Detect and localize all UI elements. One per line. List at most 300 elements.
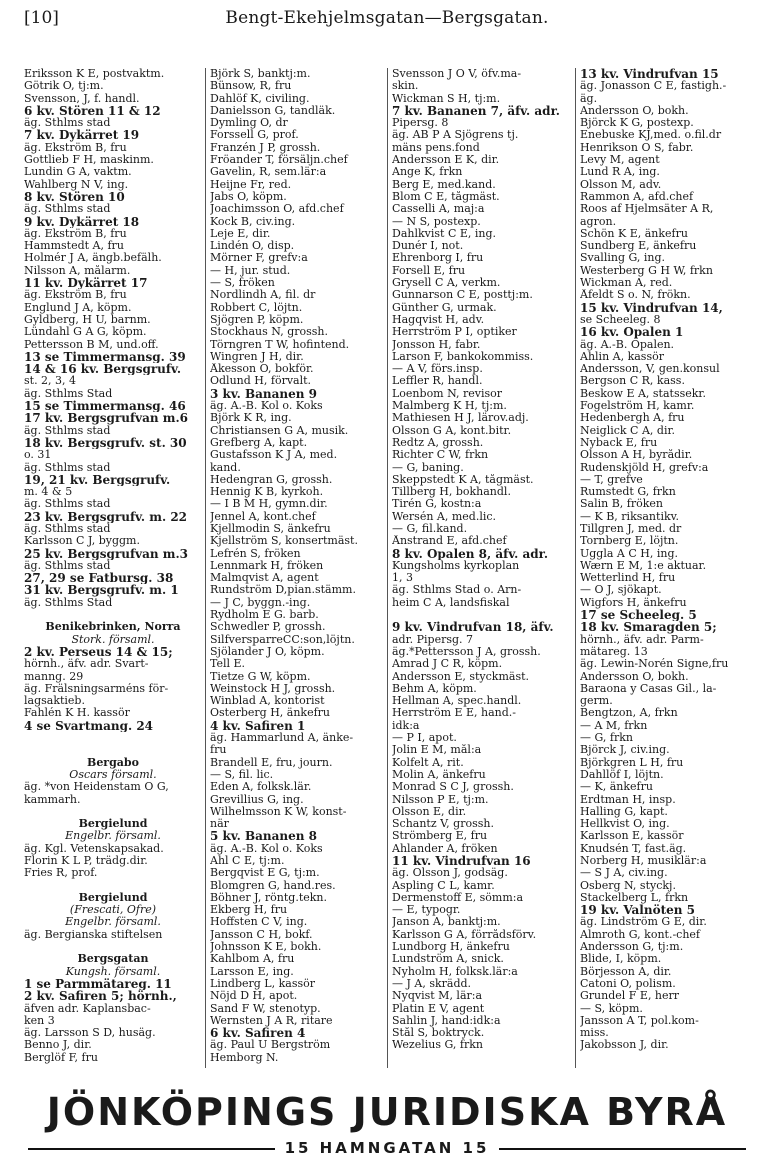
advert-address: 15 HAMNGATAN 15: [275, 1139, 500, 1157]
directory-line: — G, fil.kand.: [392, 522, 468, 535]
directory-line: Björk K R, ing.: [210, 412, 292, 425]
directory-line: Günther G, urmak.: [392, 301, 497, 314]
directory-line: Oscars församl.: [69, 768, 157, 781]
directory-line: Larson F, bankokommiss.: [392, 350, 534, 363]
directory-line: 25 kv. Bergsgrufvan m.3: [24, 547, 189, 560]
directory-line: Schön K E, änkefru: [580, 227, 688, 240]
directory-line: Nilsson P E, tj:m.: [392, 793, 489, 806]
directory-line: Andersson O, bokh.: [580, 670, 689, 683]
directory-line: 8 kv. Opalen 8, äfv. adr.: [392, 547, 549, 560]
directory-line: Bengtzon, A, frkn: [580, 707, 678, 720]
directory-line: — O J, sjökapt.: [580, 584, 662, 597]
directory-line: Rundström D,pian.stämm.: [210, 584, 356, 597]
directory-line: Svensson, J, f. handl.: [24, 92, 140, 105]
directory-line: Jabs O, köpm.: [210, 190, 287, 203]
directory-line: Wickman A, red.: [580, 277, 673, 290]
directory-line: äg. Sthlms stad: [24, 461, 111, 474]
directory-line: äg. Ekström B, fru: [24, 227, 127, 240]
directory-line: Malmqvist A, agent: [210, 572, 319, 585]
directory-line: Johnsson K E, bokh.: [210, 941, 322, 954]
directory-line: Florin K L P, trädg.dir.: [24, 855, 148, 867]
directory-line: Almroth G, kont.-chef: [580, 928, 700, 941]
directory-line: Christiansen G A, musik.: [210, 424, 349, 437]
directory-line: äg. Jonasson C E, fastigh.-: [580, 80, 727, 93]
directory-line: 3 kv. Bananen 9: [210, 387, 317, 401]
directory-line: 13 se Timmermansg. 39: [24, 350, 186, 364]
directory-line: Winblad A, kontorist: [210, 695, 325, 708]
directory-line: Björck J, civ.ing.: [580, 744, 670, 757]
directory-line: äg. Olsson J, godsäg.: [392, 867, 508, 880]
directory-line: Roos af Hjelmsäter A R,: [580, 203, 714, 216]
directory-line: äfven adr. Kaplansbac-: [24, 1002, 151, 1015]
directory-line: Lundin G A, vaktm.: [24, 166, 132, 179]
directory-line: Neiglick C A, dir.: [580, 424, 676, 437]
directory-line: Bünsow, R, fru: [210, 80, 292, 93]
directory-line: — H, jur. stud.: [210, 264, 291, 277]
directory-line: Janson A, banktj:m.: [392, 916, 501, 929]
directory-line: Åfeldt S o. N, frökn.: [580, 289, 691, 302]
directory-line: äg. Sthlms stad: [24, 498, 111, 511]
directory-line: Gustafsson K J A, med.: [210, 449, 338, 462]
directory-line: Aspling C L, kamr.: [392, 879, 495, 892]
directory-line: Grundel F E, herr: [580, 990, 680, 1003]
directory-line: Wilhelmsson K W, konst-: [210, 805, 347, 818]
directory-line: Halling G, kapt.: [580, 805, 668, 818]
directory-line: äg. A.-B. Opalen.: [580, 338, 675, 351]
directory-line: Benikebrinken, Norra: [45, 621, 181, 634]
directory-line: 17 se Scheeleg. 5: [580, 609, 697, 622]
directory-line: Gavelin, R, sem.lär:a: [210, 166, 327, 179]
directory-line: Tirén G, kostn:a: [392, 498, 482, 511]
directory-line: Englund J A, köpm.: [24, 301, 132, 314]
directory-line: Engelbr. församl.: [65, 830, 161, 843]
directory-line: Sand F W, stenotyp.: [210, 1002, 321, 1015]
directory-line: Lundborg H, änkefru: [392, 941, 510, 954]
directory-line: — K B, riksantikv.: [580, 510, 680, 523]
directory-line: Stork. församl.: [71, 633, 155, 646]
directory-line: 16 kv. Opalen 1: [580, 326, 684, 339]
directory-line: Baraona y Casas Gil., la-: [580, 682, 717, 695]
directory-line: Platin E V, agent: [392, 1002, 485, 1015]
directory-line: Rumstedt G, frkn: [580, 486, 676, 499]
directory-line: Åkesson O, bokför.: [210, 363, 314, 376]
directory-line: Rydholm E G. barb.: [210, 609, 319, 622]
directory-line: 2 kv. Safiren 5; hörnh.,: [24, 990, 177, 1003]
directory-line: 23 kv. Bergsgrufv. m. 22: [24, 510, 188, 523]
directory-line: äg. Sthlms Stad: [24, 596, 113, 609]
directory-line: Uggla A C H, ing.: [580, 547, 679, 560]
directory-line: manng. 29: [24, 670, 84, 683]
directory-line: Mathiesen H J, lärov.adj.: [392, 412, 529, 425]
directory-line: Bergielund: [78, 818, 148, 831]
directory-line: — K, änkefru: [580, 781, 653, 794]
directory-line: Stål S, boktryck.: [392, 1027, 485, 1040]
directory-line: Holmér J A, ängb.befälh.: [24, 252, 162, 265]
directory-line: 13 kv. Vindrufvan 15: [580, 68, 719, 81]
directory-line: äg. Hammarlund A, änke-: [210, 732, 354, 745]
directory-line: — G, baning.: [392, 461, 464, 474]
directory-line: Hennig K B, kyrkoh.: [210, 486, 324, 499]
directory-line: Jennel A, kont.chef: [210, 510, 316, 523]
directory-line: — A M, frkn: [580, 719, 648, 732]
directory-line: Pipersg. 8: [392, 117, 449, 130]
directory-line: Behm A, köpm.: [392, 682, 477, 695]
directory-line: äg. Ekström B, fru: [24, 289, 127, 302]
directory-line: hörnh., äfv. adr. Parm-: [580, 633, 704, 646]
directory-line: Österberg H, änkefru: [210, 707, 331, 720]
directory-line: Nöjd D H, apot.: [210, 990, 298, 1003]
directory-line: Tillberg H, bokhandl.: [392, 486, 511, 499]
directory-line: Hagqvist H, adv.: [392, 313, 485, 326]
directory-line: Eriksson K E, postvaktm.: [24, 68, 165, 80]
directory-line: Jansson A T, pol.kom-: [580, 1014, 699, 1027]
directory-line: Beskow E A, statssekr.: [580, 387, 706, 400]
directory-line: Bergielund: [78, 891, 148, 904]
directory-line: Jolin E M, mål:a: [392, 744, 482, 757]
directory-line: Dunér I, not.: [392, 240, 464, 253]
directory-line: äg. Sthlms stad: [24, 559, 111, 572]
directory-line: 31 kv. Bergsgrufv. m. 1: [24, 584, 179, 597]
directory-line: äg. AB P A Sjögrens tj.: [392, 129, 519, 142]
directory-line: Richter C W, frkn: [392, 449, 489, 462]
directory-line: Pettersson B M, und.off.: [24, 338, 159, 351]
directory-line: Jakobsson J, dir.: [580, 1039, 669, 1052]
directory-line: Tell E.: [210, 658, 246, 671]
directory-line: Berglöf F, fru: [24, 1051, 98, 1064]
directory-line: — S, köpm.: [580, 1002, 643, 1015]
directory-line: Wigfors H, änkefru: [580, 596, 687, 609]
directory-line: Andersson E, styckmäst.: [392, 670, 530, 683]
directory-line: Kungsh. församl.: [65, 965, 161, 978]
directory-line: 5 kv. Bananen 8: [210, 830, 317, 843]
directory-line: [24, 732, 202, 744]
directory-line: Lund R A, ing.: [580, 166, 660, 179]
directory-line: adr. Pipersg. 7: [392, 633, 474, 646]
directory-line: Karlsson G A, förrådsförv.: [392, 928, 537, 941]
directory-line: Grefberg A, kapt.: [210, 436, 308, 449]
directory-line: mätareg. 13: [580, 645, 648, 658]
directory-line: — E, typogr.: [392, 904, 461, 917]
directory-line: se Scheeleg. 8: [580, 313, 661, 326]
directory-line: st. 2, 3, 4: [24, 375, 77, 388]
directory-line: — I B M H, gymn.dir.: [210, 498, 328, 511]
directory-line: lagsaktieb.: [24, 695, 85, 708]
directory-line: Hellkvist O, ing.: [580, 818, 670, 831]
directory-line: [24, 744, 202, 756]
directory-line: när: [210, 818, 229, 831]
directory-line: [24, 941, 202, 953]
directory-line: Weinstock H J, grossh.: [210, 682, 336, 695]
directory-line: Dahlkvist C E, ing.: [392, 227, 497, 240]
directory-line: 27, 29 se Fatbursg. 38: [24, 572, 174, 585]
directory-line: Dymling O, dr: [210, 117, 288, 130]
directory-line: Wernsten J A R, ritare: [210, 1014, 333, 1027]
directory-line: agron.: [580, 215, 617, 228]
directory-line: — S, fil. lic.: [210, 768, 274, 781]
directory-line: Ahl C E, tj:m.: [210, 855, 285, 867]
directory-line: Tietze G W, köpm.: [210, 670, 311, 683]
directory-columns: [24, 68, 764, 1068]
directory-line: Herrström E E, hand.-: [392, 707, 517, 720]
directory-line: Casselli A, maj:a: [392, 203, 485, 216]
directory-line: — G, frkn: [580, 732, 633, 745]
directory-line: Malmberg K H, tj:m.: [392, 400, 507, 413]
directory-line: äg. Ekström B, fru: [24, 141, 127, 154]
directory-line: Fröander T, försäljn.chef: [210, 154, 348, 167]
directory-line: Leje E, dir.: [210, 227, 271, 240]
directory-line: Fogelström H, kamr.: [580, 400, 695, 413]
directory-line: Leffler R, handl.: [392, 375, 483, 388]
directory-line: Blom C E, tågmäst.: [392, 190, 500, 203]
directory-line: Sundberg E, änkefru: [580, 240, 697, 253]
directory-line: Engelbr. församl.: [65, 916, 161, 929]
directory-line: äg. Bergianska stiftelsen: [24, 928, 163, 941]
directory-line: kand.: [210, 461, 241, 474]
directory-line: Mörner F, grefv:a: [210, 252, 308, 265]
directory-line: 19, 21 kv. Bergsgrufv.: [24, 473, 171, 487]
directory-line: Wersén A, med.lic.: [392, 510, 497, 523]
directory-line: äg. Sthlms Stad: [24, 387, 113, 400]
directory-line: Gunnarson C E, posttj:m.: [392, 289, 533, 302]
directory-line: Herrström P I, optiker: [392, 326, 517, 339]
directory-line: äg. A.-B. Kol o. Koks: [210, 400, 323, 413]
directory-line: äg. Sthlms Stad o. Arn-: [392, 584, 522, 597]
directory-line: Nordlindh A, fil. dr: [210, 289, 316, 302]
directory-line: Lefrén S, fröken: [210, 547, 301, 560]
directory-line: Andersson E K, dir.: [392, 154, 500, 167]
directory-line: Svalling G, ing.: [580, 252, 666, 265]
directory-line: Fahlén K H. kassör: [24, 707, 130, 720]
directory-line: Forssell G, prof.: [210, 129, 299, 142]
directory-line: Dahlöf K, civiling.: [210, 92, 310, 105]
directory-line: 6 kv. Safiren 4: [210, 1027, 306, 1040]
directory-line: Wetterlind H, fru: [580, 572, 676, 585]
directory-line: Berg E, med.kand.: [392, 178, 496, 191]
directory-line: Strömberg E, fru: [392, 830, 488, 843]
column-2: [210, 68, 384, 1068]
directory-line: Hammstedt A, fru: [24, 240, 124, 253]
directory-line: Gyldberg, H U, barnm.: [24, 313, 151, 326]
directory-line: Hedenbergh A, fru: [580, 412, 685, 425]
directory-line: Grysell C A, verkm.: [392, 277, 501, 290]
directory-line: heim C A, landsfiskal: [392, 596, 510, 609]
directory-line: Gottlieb F H, maskinm.: [24, 154, 154, 167]
directory-line: 1 se Parmmätareg. 11: [24, 977, 172, 991]
directory-line: mäns pens.fond: [392, 141, 480, 154]
directory-line: — S, fröken: [210, 277, 275, 290]
directory-line: Salin B, fröken: [580, 498, 663, 511]
directory-line: 11 kv. Dykärret 17: [24, 277, 148, 290]
directory-line: Rammon A, afd.chef: [580, 190, 694, 203]
directory-line: Schantz V, grossh.: [392, 818, 494, 831]
directory-line: Sjögren P, köpm.: [210, 313, 304, 326]
directory-line: Ånstrand E, afd.chef: [392, 535, 507, 548]
directory-line: Börjesson A, dir.: [580, 965, 672, 978]
directory-line: Wezelius G, frkn: [392, 1039, 483, 1052]
directory-line: Lündahl G A G, köpm.: [24, 326, 147, 339]
column-divider: [575, 68, 576, 1068]
directory-line: Loenbom N, revisor: [392, 387, 503, 400]
directory-line: — N S, postexp.: [392, 215, 481, 228]
directory-line: äg. Larsson S D, husäg.: [24, 1027, 156, 1040]
directory-line: äg. Lewin-Norén Signe,fru: [580, 658, 729, 671]
directory-line: 1, 3: [392, 572, 413, 585]
directory-line: Olsson A H, byrådir.: [580, 449, 693, 462]
directory-line: Blomgren G, hand.res.: [210, 879, 336, 892]
directory-line: fru: [210, 744, 227, 757]
directory-line: Wahlberg N V, ing.: [24, 178, 129, 191]
directory-line: Lennmark H, fröken: [210, 559, 324, 572]
directory-line: m. 4 & 5: [24, 486, 73, 499]
column-1: [24, 68, 202, 1068]
directory-line: — S J A, civ.ing.: [580, 867, 668, 880]
directory-line: Skeppstedt K A, tågmäst.: [392, 473, 534, 486]
directory-line: äg. Sthlms stad: [24, 522, 111, 535]
directory-line: (Frescati, Öfre): [69, 904, 157, 917]
directory-line: 15 se Timmermansg. 46: [24, 400, 186, 413]
directory-line: äg. A.-B. Kol o. Koks: [210, 842, 323, 855]
directory-line: miss.: [580, 1027, 609, 1040]
directory-line: äg. Lindström G E, dir.: [580, 916, 707, 929]
directory-line: 9 kv. Dykärret 18: [24, 215, 140, 228]
directory-line: Olsson E, dir.: [392, 805, 467, 818]
directory-line: 6 kv. Stören 11 & 12: [24, 104, 161, 118]
directory-line: Eden A, folksk.lär.: [210, 781, 312, 794]
directory-line: 7 kv. Dykärret 19: [24, 129, 140, 142]
directory-line: [24, 609, 202, 621]
directory-line: kammarh.: [24, 793, 81, 806]
directory-line: [24, 806, 202, 818]
directory-line: äg. Kgl. Vetenskapsakad.: [24, 842, 164, 855]
directory-line: Bergabo: [87, 756, 139, 769]
directory-line: Hemborg N.: [210, 1051, 279, 1064]
directory-line: Knudsén T, fast.äg.: [580, 842, 687, 855]
directory-line: 19 kv. Valnöten 5: [580, 904, 696, 917]
directory-line: Brandell E, fru, journ.: [210, 756, 333, 769]
directory-line: äg. Frälsningsarméns för-: [24, 682, 169, 695]
directory-line: äg. Sthlms stad: [24, 424, 111, 437]
directory-line: Amrad J C R, köpm.: [392, 658, 503, 671]
directory-line: Grevillius G, ing.: [210, 793, 304, 806]
directory-line: Ählander A, fröken: [392, 842, 498, 855]
directory-line: hörnh., äfv. adr. Svart-: [24, 658, 149, 671]
directory-line: Ekberg H, fru: [210, 904, 288, 917]
directory-line: 2 kv. Perseus 14 & 15;: [24, 645, 173, 659]
directory-line: Ahlin A, kassör: [580, 350, 664, 363]
directory-line: 7 kv. Bananen 7, äfv. adr.: [392, 104, 560, 118]
column-divider: [387, 68, 388, 1068]
directory-line: Törngren T W, hofintend.: [210, 338, 350, 351]
directory-line: 18 kv. Bergsgrufv. st. 30: [24, 436, 187, 450]
directory-line: skin.: [392, 80, 419, 93]
directory-line: Levy M, agent: [580, 154, 660, 167]
directory-line: Ange K, frkn: [392, 166, 463, 179]
directory-line: Norberg H, musiklär:a: [580, 855, 707, 867]
directory-line: 9 kv. Vindrufvan 18, äfv.: [392, 621, 554, 634]
directory-line: Dermenstoff E, sömm:a: [392, 891, 524, 904]
directory-line: Franzén J P, grossh.: [210, 141, 321, 154]
directory-line: äg. Paul U Bergström: [210, 1039, 331, 1052]
directory-line: Enebuske KJ,med. o.fil.dr: [580, 129, 722, 142]
directory-line: Stockhaus N, grossh.: [210, 326, 328, 339]
directory-line: — T, grefve: [580, 473, 643, 486]
directory-line: Tillgren J, med. dr: [580, 522, 682, 535]
directory-line: Redtz A, grossh.: [392, 436, 484, 449]
directory-line: Björck K G, postexp.: [580, 117, 694, 130]
directory-line: Forsell E, fru: [392, 264, 466, 277]
directory-line: Bergqvist E G, tj:m.: [210, 867, 320, 880]
page-title: Bengt-Ekehjelmsgatan—Bergsgatan.: [225, 8, 549, 28]
directory-line: idk:a: [392, 719, 420, 732]
directory-line: Heijne Fr, red.: [210, 178, 292, 191]
directory-line: Andersson G, tj:m.: [580, 941, 684, 954]
directory-line: 4 se Svartmang. 24: [24, 719, 154, 733]
directory-line: äg.*Pettersson J A, grossh.: [392, 645, 541, 658]
directory-line: Wickman S H, tj:m.: [392, 92, 501, 105]
directory-line: Rudenskjöld H, grefv:a: [580, 461, 709, 474]
directory-line: Erdtman H, insp.: [580, 793, 676, 806]
directory-line: Hedengran G, grossh.: [210, 473, 333, 486]
directory-line: o. 31: [24, 449, 52, 462]
directory-line: 18 kv. Smaragden 5;: [580, 621, 717, 634]
directory-line: Tornberg E, löjtn.: [580, 535, 679, 548]
directory-line: Jonsson H, fabr.: [392, 338, 481, 351]
directory-line: ken 3: [24, 1014, 55, 1027]
directory-line: Nilsson A, målarm.: [24, 264, 131, 277]
directory-line: [392, 609, 574, 621]
directory-line: Dahllöf I, löjtn.: [580, 768, 664, 781]
directory-line: Schwedler P, grossh.: [210, 621, 326, 634]
directory-line: Björk S, banktj:m.: [210, 68, 311, 80]
directory-line: 17 kv. Bergsgrufvan m.6: [24, 412, 189, 425]
directory-line: germ.: [580, 695, 613, 708]
directory-line: Joachimsson O, afd.chef: [210, 203, 344, 216]
directory-line: Lindén O, disp.: [210, 240, 295, 253]
advert-address-row: [28, 1138, 746, 1160]
directory-line: Götrik O, tj:m.: [24, 80, 104, 93]
directory-line: Henrikson O S, fabr.: [580, 141, 694, 154]
directory-line: Hoffsten C V, ing.: [210, 916, 308, 929]
directory-line: — J C, byggn.-ing.: [210, 596, 311, 609]
directory-line: Kjellström S, konsertmäst.: [210, 535, 358, 548]
directory-line: Osberg N, styckj.: [580, 879, 676, 892]
directory-line: äg. Sthlms stad: [24, 117, 111, 130]
directory-line: Kjellmodin S, änkefru: [210, 522, 331, 535]
directory-line: Ödlund H, förvalt.: [210, 375, 312, 388]
directory-line: Fries R, prof.: [24, 867, 98, 880]
directory-line: äg. Sthlms stad: [24, 203, 111, 216]
directory-line: Danielsson G, tandläk.: [210, 104, 336, 117]
column-3: [392, 68, 574, 1068]
directory-line: — P I, apot.: [392, 732, 457, 745]
column-4: [580, 68, 764, 1068]
directory-line: Kock B, civ.ing.: [210, 215, 296, 228]
directory-line: Hellman A, spec.handl.: [392, 695, 522, 708]
directory-line: Stackelberg L, frkn: [580, 891, 689, 904]
directory-line: Lundström A, snick.: [392, 953, 504, 966]
directory-line: Böhner J, röntg.tekn.: [210, 891, 327, 904]
advertisement-footer: [0, 1090, 774, 1160]
page-header: [24, 8, 750, 36]
directory-line: Robbert C, löjtn.: [210, 301, 303, 314]
directory-line: Catoni O, polism.: [580, 977, 676, 990]
directory-line: — A V, förs.insp.: [392, 363, 483, 376]
directory-line: — J A, skrädd.: [392, 977, 472, 990]
directory-line: SilfversparreCC:son,löjtn.: [210, 633, 355, 646]
directory-line: Westerberg G H W, frkn: [580, 264, 713, 277]
directory-line: 8 kv. Stören 10: [24, 190, 125, 204]
directory-line: Andersson O, bokh.: [580, 104, 689, 117]
